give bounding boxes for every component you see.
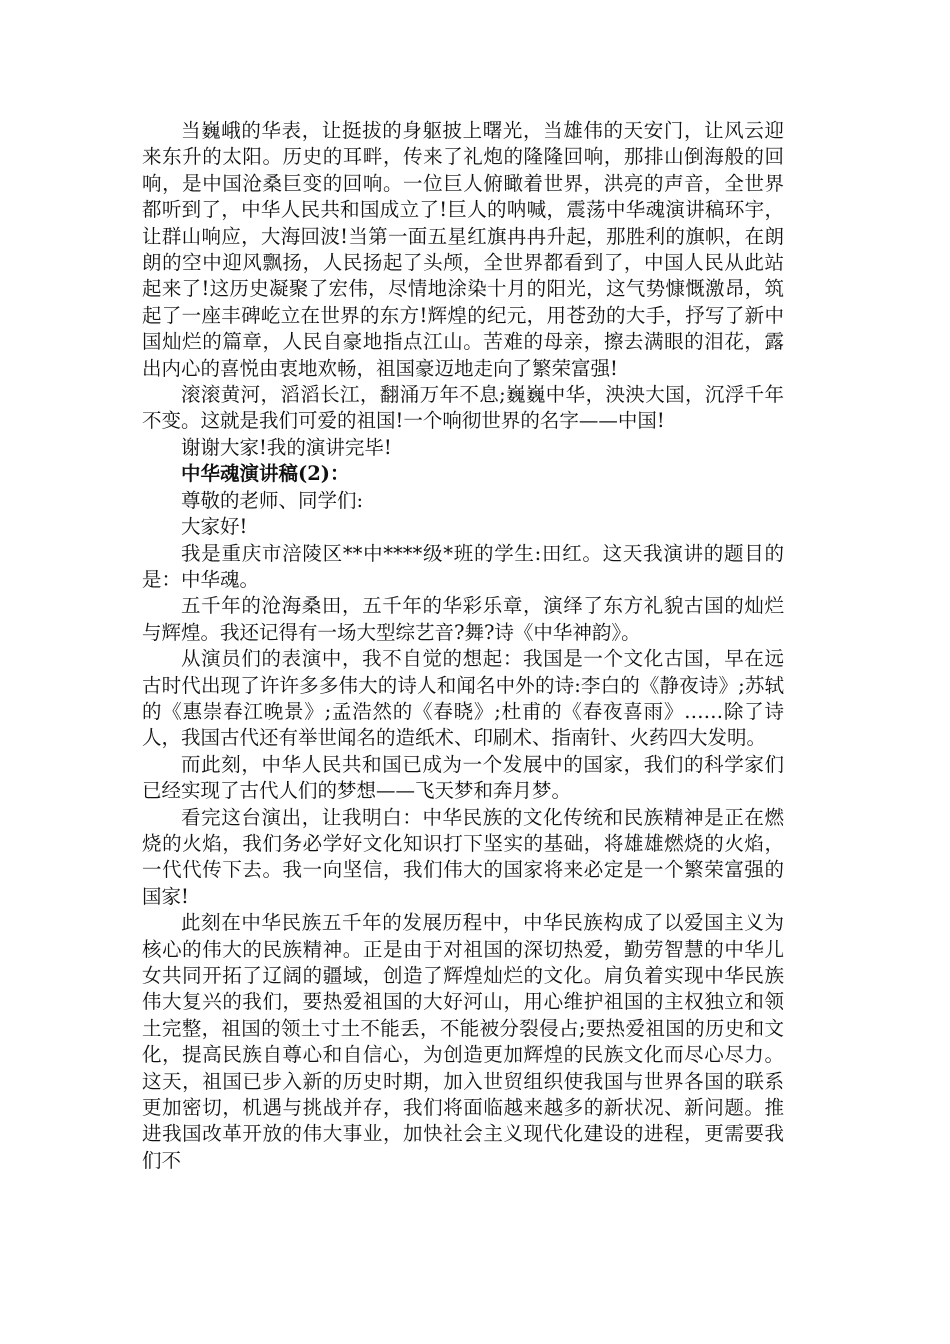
paragraph: 此刻在中华民族五千年的发展历程中，中华民族构成了以爱国主义为核心的伟大的民族精神。正是由于对祖国的深切热爱，勤劳智慧的中华儿女共同开拓了辽阔的疆域，创造了辉煌灿烂的文化。肩负着实现中华民族伟大复兴的我们，要热爱祖国的大好河山，用心维护祖国的主权独立和领土完整，祖国的领土寸土不能丢，不能被分裂侵占;要热爱祖国的历史和文化，提高民族自尊心和自信心，为创造更加辉煌的民族文化而尽心尽力。这天，祖国已步入新的历史时期，加入世贸组织使我国与世界各国的联系更加密切，机遇与挑战并存，我们将面临越来越多的新状况、新问题。推进我国改革开放的伟大事业，加快社会主义现代化建设的进程，更需要我们不 [142,911,784,1172]
paragraph: 看完这台演出，让我明白：中华民族的文化传统和民族精神是正在燃烧的火焰，我们务必学好文化知识打下坚实的基础，将雄雄燃烧的火焰，一代代传下去。我一向坚信，我们伟大的国家将来必定是一个繁荣富强的国家! [142,805,784,908]
section-title: 中华魂演讲稿(2)： [181,462,350,486]
greeting: 大家好! [181,515,248,539]
paragraph: 谢谢大家!我的演讲完毕! [181,435,392,459]
paragraph: 而此刻，中华人民共和国已成为一个发展中的国家，我们的科学家们已经实现了古代人们的梦想——飞天梦和奔月梦。 [142,752,784,803]
paragraph: 我是重庆市涪陵区**中****级*班的学生:田红。这天我演讲的题目的是：中华魂。 [142,541,784,591]
paragraph: 当巍峨的华表，让挺拔的身躯披上曙光，当雄伟的天安门，让风云迎来东升的太阳。历史的耳畔，传来了礼炮的隆隆回响，那排山倒海般的回响，是中国沧桑巨变的回响。一位巨人俯瞰着世界，洪亮的声音，全世界都听到了，中华人民共和国成立了!巨人的呐喊，震荡中华魂演讲稿环宇，让群山响应，大海回波!当第一面五星红旗冉冉升起，那胜利的旗帜，在朗朗的空中迎风飘扬，人民扬起了头颅，全世界都看到了，中国人民从此站起来了!这历史凝聚了宏伟，尽情地涂染十月的阳光，这气势慷慨激昂，筑起了一座丰碑屹立在世界的东方!辉煌的纪元，用苍劲的大手，抒写了新中国灿烂的篇章，人民自豪地指点江山。苦难的母亲，擦去满眼的泪花，露出内心的喜悦由衷地欢畅，祖国豪迈地走向了繁荣富强! [142,119,784,380]
paragraph: 从演员们的表演中，我不自觉的想起：我国是一个文化古国，早在远古时代出现了许许多多伟大的诗人和闻名中外的诗:李白的《静夜诗》;苏轼的《惠崇春江晚景》;孟浩然的《春晓》;杜甫的《春夜喜雨》……除了诗人，我国古代还有举世闻名的造纸术、印刷术、指南针、火药四大发明。 [142,647,784,750]
document-body [142,118,784,1174]
paragraph: 滚滚黄河，滔滔长江，翻涌万年不息;巍巍中华，泱泱大国，沉浮千年不变。这就是我们可爱的祖国!一个响彻世界的名字——中国! [142,383,784,433]
salutation: 尊敬的老师、同学们: [181,488,364,512]
paragraph: 五千年的沧海桑田，五千年的华彩乐章，演绎了东方礼貌古国的灿烂与辉煌。我还记得有一场大型综艺音?舞?诗《中华神韵》。 [142,594,784,644]
